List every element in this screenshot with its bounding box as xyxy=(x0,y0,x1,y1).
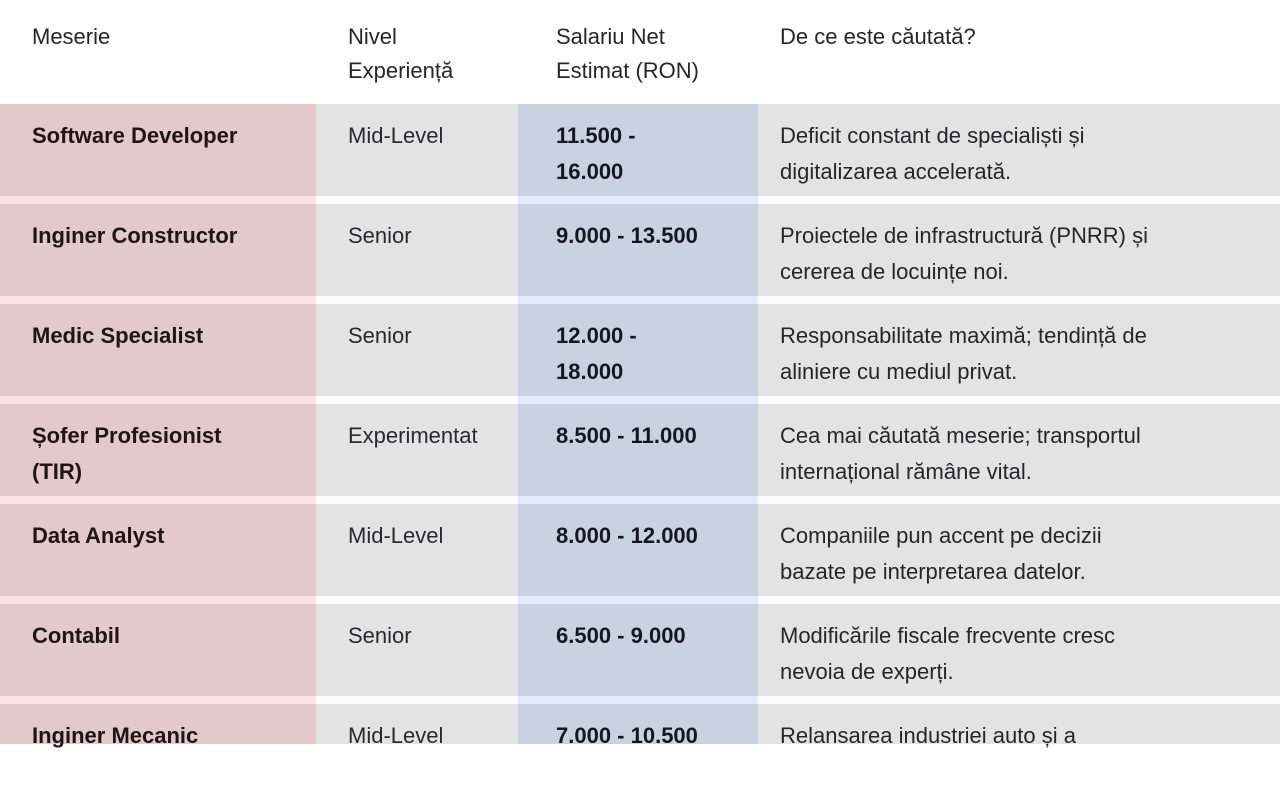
reason-cell: Modificările fiscale frecvente cresc nevoia de experți. xyxy=(758,604,1280,696)
level-cell: Mid-Level xyxy=(316,104,518,196)
salary-cell: 6.500 - 9.000 xyxy=(518,604,758,696)
reason-cell: Companiile pun accent pe decizii bazate pe interpretarea datelor. xyxy=(758,504,1280,596)
header-reason: De ce este căutată? xyxy=(780,24,976,49)
table-header xyxy=(0,0,1280,104)
level-cell: Senior xyxy=(316,204,518,296)
salary-cell: 9.000 - 13.500 xyxy=(518,204,758,296)
salary-cell: 11.500 - 16.000 xyxy=(518,104,758,196)
job-cell: Software Developer xyxy=(0,104,316,196)
level-cell: Senior xyxy=(316,304,518,396)
job-cell: Contabil xyxy=(0,604,316,696)
job-cell: Inginer Constructor xyxy=(0,204,316,296)
job-cell: Șofer Profesionist (TIR) xyxy=(0,404,316,496)
table-row xyxy=(0,704,1280,804)
table-row xyxy=(0,504,1280,604)
reason-cell: Relansarea industriei auto și a xyxy=(758,704,1280,744)
job-cell: Inginer Mecanic xyxy=(0,704,316,744)
salary-cell: 8.000 - 12.000 xyxy=(518,504,758,596)
header-level: Nivel Experiență xyxy=(348,24,454,83)
job-cell: Medic Specialist xyxy=(0,304,316,396)
level-cell: Experimentat xyxy=(316,404,518,496)
reason-cell: Deficit constant de specialiști și digitalizarea accelerată. xyxy=(758,104,1280,196)
level-cell: Mid-Level xyxy=(316,504,518,596)
salary-cell: 8.500 - 11.000 xyxy=(518,404,758,496)
reason-cell: Proiectele de infrastructură (PNRR) și cererea de locuințe noi. xyxy=(758,204,1280,296)
job-cell: Data Analyst xyxy=(0,504,316,596)
table-row xyxy=(0,104,1280,204)
salary-cell: 12.000 - 18.000 xyxy=(518,304,758,396)
level-cell: Senior xyxy=(316,604,518,696)
salary-cell: 7.000 - 10.500 xyxy=(518,704,758,744)
reason-cell: Responsabilitate maximă; tendință de aliniere cu mediul privat. xyxy=(758,304,1280,396)
table-row xyxy=(0,204,1280,304)
header-salary: Salariu Net Estimat (RON) xyxy=(556,24,699,83)
header-job: Meserie xyxy=(32,24,111,49)
level-cell: Mid-Level xyxy=(316,704,518,744)
table-row xyxy=(0,404,1280,504)
reason-cell: Cea mai căutată meserie; transportul internațional rămâne vital. xyxy=(758,404,1280,496)
table-row xyxy=(0,604,1280,704)
table-row xyxy=(0,304,1280,404)
